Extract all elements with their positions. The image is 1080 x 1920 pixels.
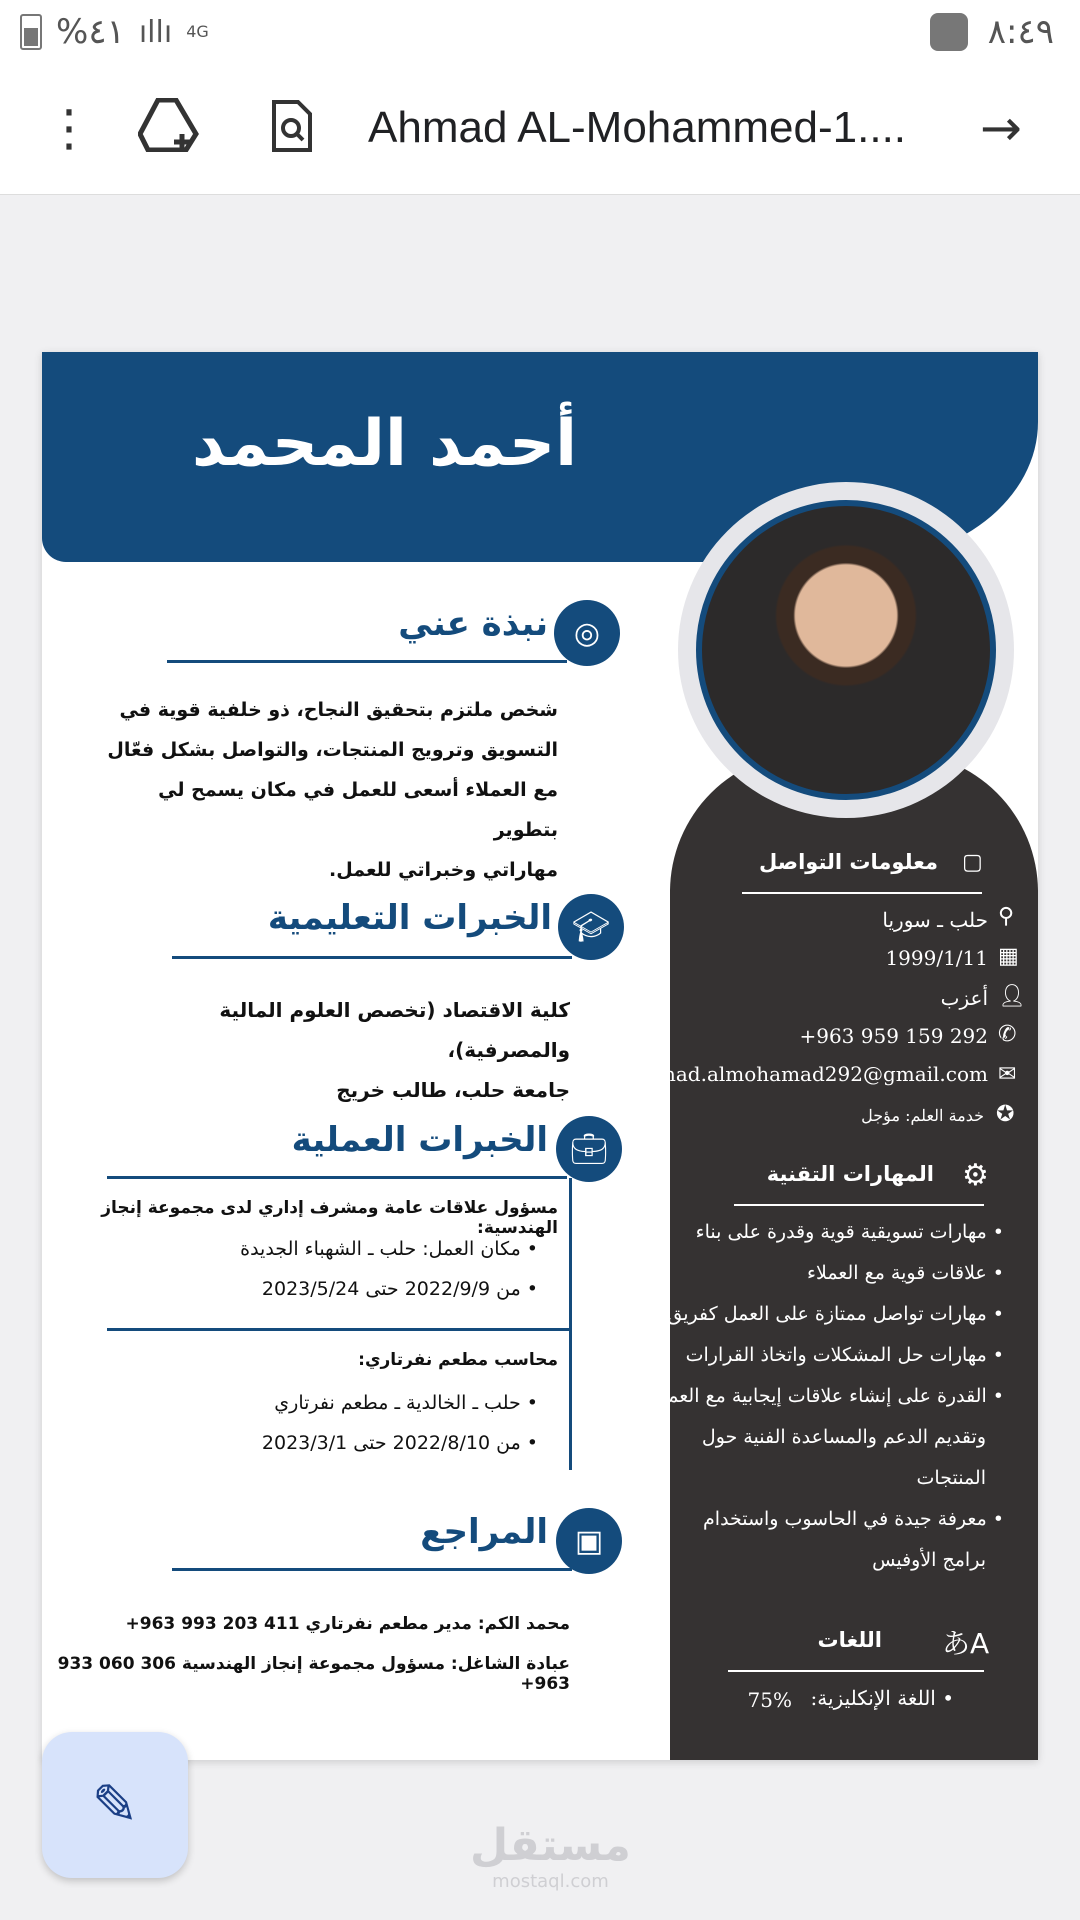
about-line: التسويق وترويج المنتجات، والتواصل بشكل فعّال xyxy=(107,739,558,761)
military-icon: ✪ xyxy=(996,1102,1015,1127)
experience-timeline xyxy=(569,1178,572,1470)
about-line: مهاراتي وخبراتي للعمل. xyxy=(329,859,558,881)
notification-app-icon xyxy=(930,13,968,51)
job-divider xyxy=(107,1328,571,1331)
education-title: الخبرات التعليمية xyxy=(267,898,552,938)
edit-pen-icon: ✎ xyxy=(91,1772,139,1838)
status-bar xyxy=(0,0,1080,62)
education-line: جامعة حلب، طالب خريج xyxy=(336,1078,570,1102)
contact-phone: +963 959 159 292 xyxy=(799,1024,988,1048)
references-divider xyxy=(172,1568,572,1571)
battery-icon xyxy=(20,14,42,50)
education-divider xyxy=(172,956,572,959)
watermark-domain: mostaql.com xyxy=(492,1871,609,1892)
skill-item: برامج الأوفيس xyxy=(872,1549,986,1571)
contact-military: خدمة العلم: مؤجل xyxy=(861,1106,984,1125)
watermark-brand: مستقل xyxy=(470,1820,631,1871)
id-card-icon: ▣ xyxy=(556,1508,622,1574)
languages-title: اللغات xyxy=(817,1628,882,1652)
about-text xyxy=(98,690,558,890)
about-divider xyxy=(167,660,567,663)
reference-line: عبادة الشاغل: مسؤول مجموعة إنجاز الهندسية 306 060 933 963+ xyxy=(57,1654,570,1694)
contact-title: معلومات التواصل xyxy=(759,850,938,874)
job-bullet-text: من 2022/9/9 حتى 2023/5/24 xyxy=(261,1278,521,1300)
contact-location: حلب ـ سوريا xyxy=(882,908,988,932)
experience-divider xyxy=(107,1176,567,1179)
contact-birthdate: 1999/1/11 xyxy=(885,946,988,970)
edit-fab[interactable] xyxy=(42,1732,188,1878)
education-line: كلية الاقتصاد (تخصص العلوم المالية والمصرفية)، xyxy=(219,998,570,1062)
language-level: 75% xyxy=(747,1688,792,1712)
job-bullet: • من 2022/8/10 حتى 2023/3/1 xyxy=(261,1432,538,1454)
translate-icon: あA xyxy=(942,1627,990,1660)
skill-item: • علاقات قوية مع العملاء xyxy=(807,1262,1004,1284)
skill-item: • معرفة جيدة في الحاسوب واستخدام xyxy=(703,1508,1004,1530)
target-icon: ◎ xyxy=(554,600,620,666)
contact-card-icon: ▢ xyxy=(962,850,983,875)
about-line: مع العملاء أسعى للعمل في مكان يسمح لي بتطوير xyxy=(158,779,558,841)
job-bullet-text: من 2022/8/10 حتى 2023/3/1 xyxy=(261,1432,521,1454)
skills-divider xyxy=(734,1204,984,1206)
job-title: محاسب مطعم نفرتاري: xyxy=(358,1350,558,1370)
skills-list xyxy=(644,1212,1004,1581)
language-item: • اللغة الإنكليزية: xyxy=(810,1686,954,1710)
cv-page xyxy=(42,352,1038,1760)
search-doc-icon[interactable] xyxy=(270,98,314,167)
arrow-right-icon[interactable]: → xyxy=(980,99,1022,157)
skill-item: • القدرة على إنشاء علاقات إيجابية مع العملاء xyxy=(647,1385,1004,1407)
location-icon: ⚲ xyxy=(998,904,1015,929)
job-bullet: • من 2022/9/9 حتى 2023/5/24 xyxy=(261,1278,538,1300)
contact-email: ahmad.almohamad292@gmail.com xyxy=(632,1062,988,1086)
network-type: 4G xyxy=(186,22,209,41)
references-title: المراجع xyxy=(420,1512,548,1552)
skill-item: • مهارات تواصل ممتازة على العمل كفريق xyxy=(667,1303,1004,1325)
briefcase-icon: 💼︎ xyxy=(556,1116,622,1182)
job-bullet-text: حلب ـ الخالدية ـ مطعم نفرتاري xyxy=(274,1392,521,1414)
person-icon: 👤︎ xyxy=(998,984,1026,1009)
viewer-toolbar xyxy=(0,62,1080,195)
mail-icon: ✉ xyxy=(998,1062,1017,1087)
battery-level: %٤١ xyxy=(56,12,125,52)
job-title: مسؤول علاقات عامة ومشرف إداري لدى مجموعة إنجاز الهندسية: xyxy=(101,1198,558,1238)
about-line: شخص ملتزم بتحقيق النجاح، ذو خلفية قوية في xyxy=(119,699,558,721)
gears-head-icon: ⚙ xyxy=(962,1158,989,1193)
contact-divider xyxy=(742,892,982,894)
watermark xyxy=(470,1820,631,1892)
reference-line: محمد الكم: مدير مطعم نفرتاري 411 203 993 963+ xyxy=(125,1614,570,1634)
phone-icon: ✆ xyxy=(998,1022,1017,1047)
profile-photo xyxy=(696,500,996,800)
job-bullet: • مكان العمل: حلب ـ الشهباء الجديدة xyxy=(240,1238,538,1260)
education-text xyxy=(110,990,570,1110)
document-title: Ahmad AL-Mohammed-1.... xyxy=(368,103,907,152)
experience-title: الخبرات العملية xyxy=(291,1120,548,1160)
contact-status: أعزب xyxy=(940,986,988,1010)
job-bullet-text: مكان العمل: حلب ـ الشهباء الجديدة xyxy=(240,1238,521,1260)
skills-title: المهارات التقنية xyxy=(766,1162,934,1186)
more-vert-icon[interactable]: ⋮ xyxy=(44,99,94,157)
job-bullet: • حلب ـ الخالدية ـ مطعم نفرتاري xyxy=(274,1392,538,1414)
languages-divider xyxy=(728,1670,984,1672)
cv-name: أحمد المحمد xyxy=(192,407,578,481)
skill-item: • مهارات حل المشكلات واتخاذ القرارات xyxy=(685,1344,1004,1366)
graduation-cap-icon: 🎓︎ xyxy=(558,894,624,960)
skill-item: • مهارات تسويقية قوية وقدرة على بناء xyxy=(695,1221,1004,1243)
language-name: اللغة الإنكليزية: xyxy=(810,1686,936,1710)
drive-add-icon[interactable] xyxy=(138,98,200,165)
clock: ٨:٤٩ xyxy=(987,12,1054,52)
signal-icon: ıllı xyxy=(138,14,173,50)
about-title: نبذة عني xyxy=(398,604,548,644)
calendar-icon: ▦ xyxy=(998,944,1019,969)
skill-item: وتقديم الدعم والمساعدة الفنية حول المنتجات xyxy=(701,1426,986,1489)
